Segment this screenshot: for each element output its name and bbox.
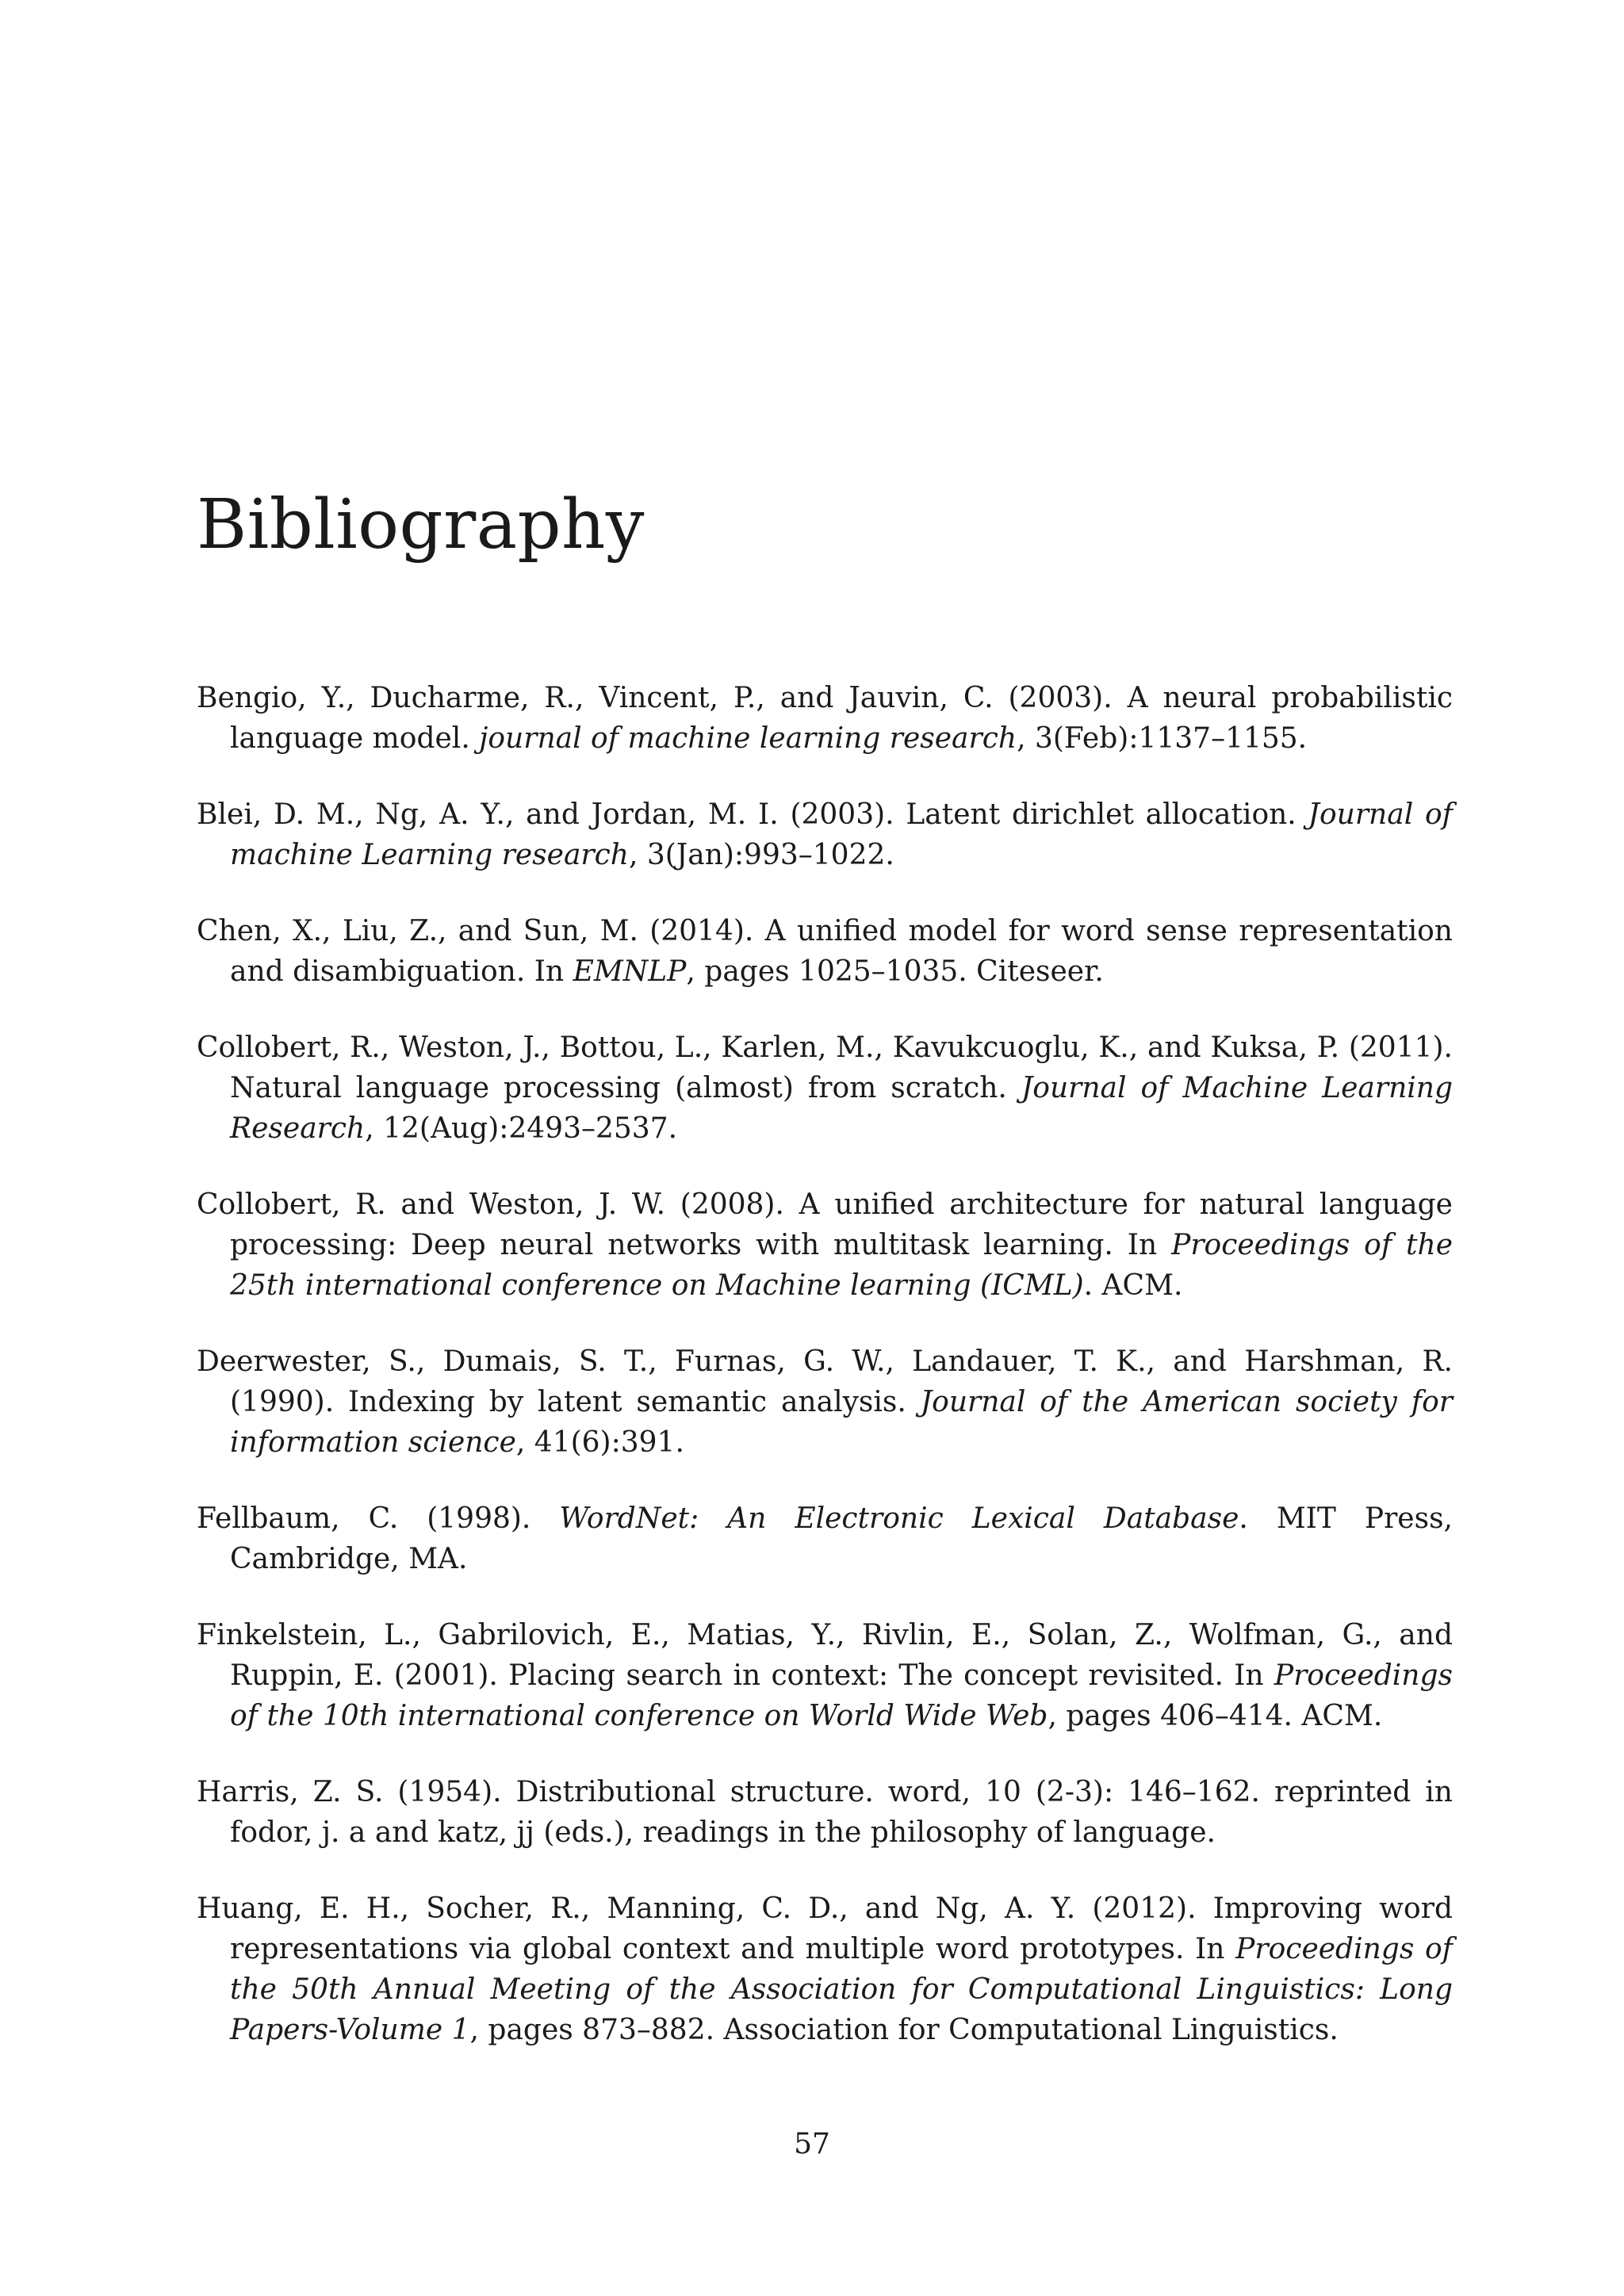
reference-list (197, 678, 1453, 2086)
reference-text: Chen, X., Liu, Z., and Sun, M. (2014). A unified model for word sense representation and disambiguation. In (197, 915, 1453, 988)
reference-text: Blei, D. M., Ng, A. Y., and Jordan, M. I. (2003). Latent dirichlet allocation. (197, 798, 1308, 831)
reference-venue: WordNet: An Electronic Lexical Database (559, 1502, 1239, 1535)
reference-venue: Journal of the American society for information science (230, 1386, 1453, 1459)
reference-entry (197, 1184, 1453, 1306)
reference-venue: Proceedings of the 10th international conference on World Wide Web (230, 1659, 1453, 1732)
page-number: 57 (794, 2128, 830, 2160)
reference-entry (197, 1027, 1453, 1149)
reference-text: Collobert, R. and Weston, J. W. (2008). A unified architecture for natural language processing: Deep neural networks with multitask learning. In (197, 1188, 1453, 1261)
reference-venue: Proceedings of the 25th international conference on Machine learning (ICML) (230, 1229, 1454, 1302)
reference-entry (197, 1341, 1453, 1463)
reference-details: , 3(Jan):993–1022. (628, 839, 894, 871)
reference-text: Fellbaum, C. (1998). (197, 1502, 560, 1535)
reference-entry (197, 1615, 1453, 1736)
reference-text: Huang, E. H., Socher, R., Manning, C. D., and Ng, A. Y. (2012). Improving word representations via global context and multiple word prototypes. In (197, 1892, 1453, 1965)
reference-entry (197, 911, 1453, 992)
reference-text: Harris, Z. S. (1954). Distributional structure. word, 10 (2-3): 146–162. reprinted in fodor, j. a and katz, jj (eds.), readings in the philosophy of language. (197, 1776, 1453, 1849)
reference-details: . MIT Press, Cambridge, MA. (230, 1502, 1453, 1575)
reference-details: . ACM. (1083, 1269, 1183, 1302)
reference-entry (197, 1888, 1453, 2050)
reference-details: , pages 406–414. ACM. (1048, 1700, 1383, 1732)
reference-details: , pages 873–882. Association for Computational Linguistics. (469, 2014, 1339, 2046)
reference-text: Deerwester, S., Dumais, S. T., Furnas, G. W., Landauer, T. K., and Harshman, R. (1990). Indexing by latent semantic analysis. (197, 1345, 1453, 1418)
reference-venue: Journal of machine Learning research (230, 798, 1453, 871)
reference-details: , 3(Feb):1137–1155. (1017, 722, 1308, 755)
reference-details: , pages 1025–1035. Citeseer. (686, 955, 1104, 988)
reference-text: Bengio, Y., Ducharme, R., Vincent, P., and Jauvin, C. (2003). A neural probabilistic language model. (197, 682, 1453, 755)
reference-entry (197, 1498, 1453, 1579)
reference-entry (197, 794, 1453, 875)
chapter-title: Bibliography (197, 485, 645, 564)
reference-venue: EMNLP (573, 955, 687, 988)
reference-venue: Proceedings of the 50th Annual Meeting of the Association for Computational Linguistics: Long Papers-Volume 1 (230, 1933, 1453, 2046)
reference-details: , 12(Aug):2493–2537. (365, 1112, 678, 1145)
reference-text: Finkelstein, L., Gabrilovich, E., Matias, Y., Rivlin, E., Solan, Z., Wolfman, G., and Ruppin, E. (2001). Placing search in context: The concept revisited. In (197, 1619, 1453, 1692)
reference-entry (197, 1772, 1453, 1853)
reference-text: Collobert, R., Weston, J., Bottou, L., Karlen, M., Kavukcuoglu, K., and Kuksa, P. (2011). Natural language processing (almost) from scratch. (197, 1031, 1453, 1104)
reference-venue: journal of machine learning research (479, 722, 1017, 755)
reference-entry (197, 678, 1453, 759)
reference-details: , 41(6):391. (515, 1426, 684, 1459)
reference-venue: Journal of Machine Learning Research (230, 1072, 1453, 1145)
